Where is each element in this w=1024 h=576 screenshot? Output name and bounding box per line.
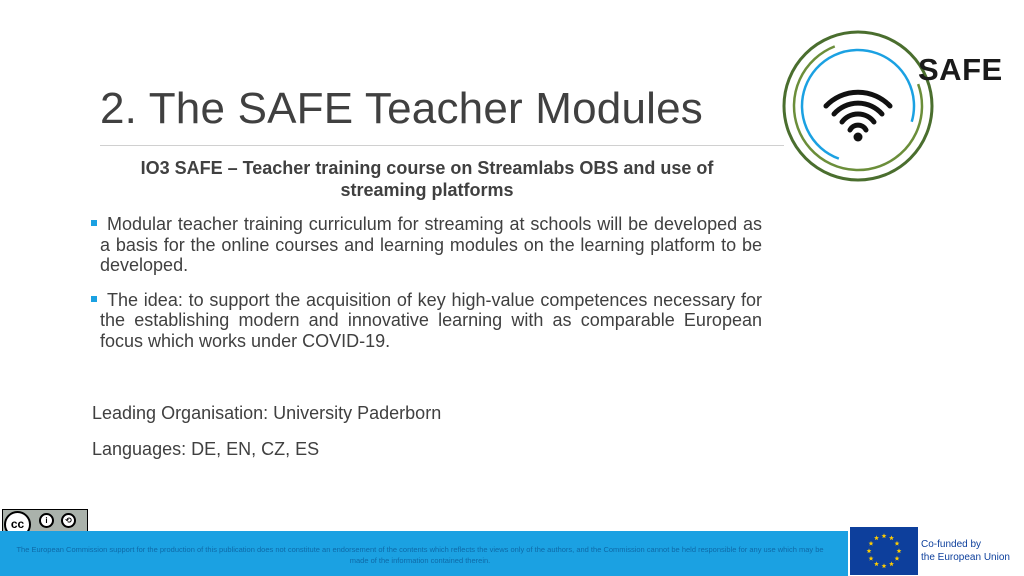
eu-text <box>921 538 1010 564</box>
footer-bar <box>0 534 848 576</box>
bullet-text: Modular teacher training curriculum for streaming at schools will be developed as a basis for the online courses and learning modules on the learning platform to be developed. <box>100 214 762 275</box>
list-item <box>100 290 762 352</box>
eu-disclaimer: The European Commission support for the production of this publication does not constitute an endorsement of the contents which reflects the views only of the authors, and the Commission cannot be held responsible for any use which may be made of the information contained therein. <box>16 545 824 565</box>
eu-text-line2: the European Union <box>921 552 1010 563</box>
eu-text-line1: Co-funded by <box>921 539 982 550</box>
bullet-square-icon <box>91 296 97 302</box>
slide-title: 2. The SAFE Teacher Modules <box>100 84 703 133</box>
bullet-list <box>100 214 762 365</box>
leading-organisation: Leading Organisation: University Paderborn <box>92 403 442 423</box>
languages: Languages: DE, EN, CZ, ES <box>92 439 320 459</box>
bullet-square-icon <box>91 220 97 226</box>
share-alike-icon: ⟲ <box>61 513 76 528</box>
bullet-text: The idea: to support the acquisition of key high-value competences necessary for the establishing modern and innovative learning with as comparable European focus which works under COVID-19. <box>100 289 762 351</box>
eu-flag-icon <box>850 527 918 575</box>
cc-icon: cc <box>4 511 31 538</box>
logo-text: SAFE <box>918 52 1003 87</box>
slide-subtitle: IO3 SAFE – Teacher training course on Streamlabs OBS and use of streaming platforms <box>140 158 714 200</box>
safe-logo <box>780 24 940 184</box>
attribution-icon: i <box>39 513 54 528</box>
list-item <box>100 214 762 276</box>
wifi-icon <box>826 92 890 141</box>
title-divider <box>100 145 784 146</box>
eu-cofunded-logo <box>848 526 1024 576</box>
